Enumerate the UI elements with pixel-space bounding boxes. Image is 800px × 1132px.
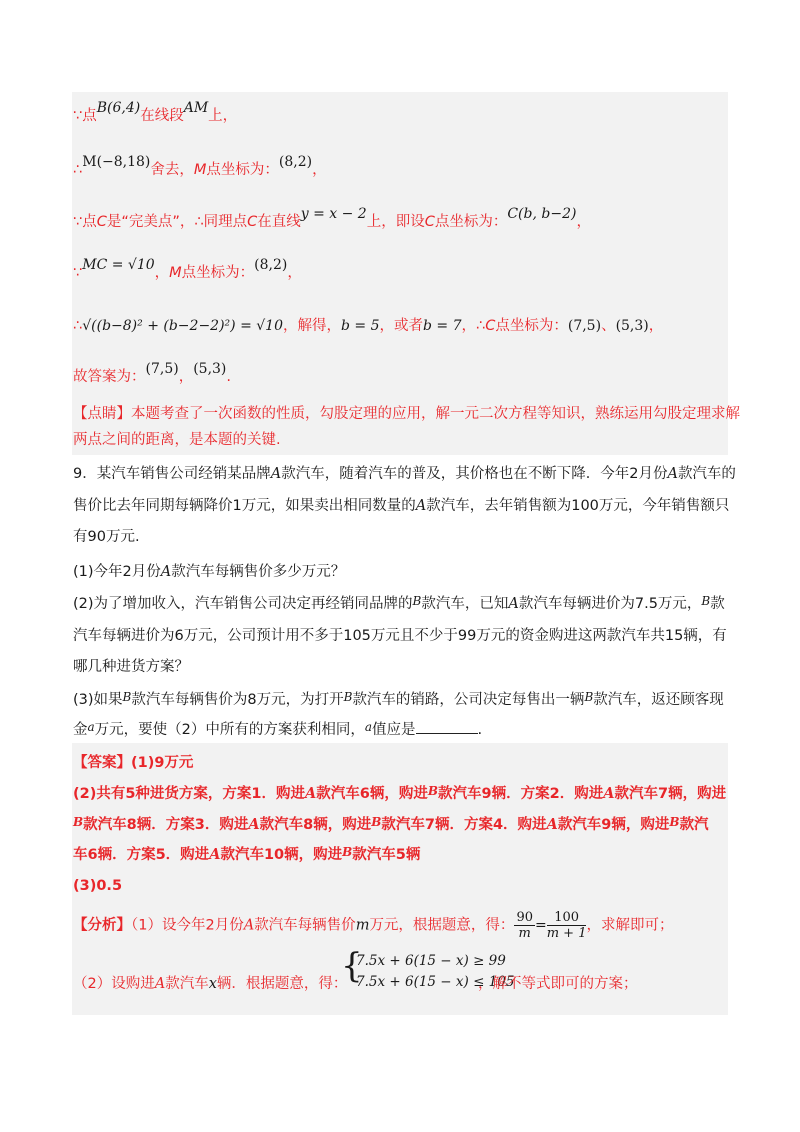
question-part-1: [73, 562, 345, 582]
numerator: 100: [547, 910, 587, 926]
answer-part-3: (3)0.5: [73, 878, 123, 894]
inequality-2: 7.5x + 6(15 − x) ≤ 105: [356, 974, 515, 990]
solution-line-3: [73, 206, 591, 232]
math-var: B: [122, 690, 132, 704]
text: .: [477, 722, 483, 738]
math-var: M: [169, 265, 182, 281]
question-part-2-line-1: [73, 594, 725, 614]
analysis-line-2: [73, 974, 347, 994]
math-coord: (5,3): [615, 318, 649, 334]
math-var: A: [546, 816, 558, 833]
text: 款汽车的: [677, 466, 736, 482]
text: 款汽车，返还顾客现: [593, 692, 724, 708]
text: 款汽: [679, 817, 709, 833]
math-coord: (8,2): [254, 257, 288, 273]
math-var: A: [603, 785, 615, 802]
text: ∴: [73, 162, 83, 178]
math-var: C: [96, 214, 107, 230]
text: 款汽车10辆，购进: [220, 847, 343, 863]
text: 款汽车，随着汽车的普及，其价格也在不断下降．今年2月份: [281, 466, 668, 482]
text: （2）设购进: [73, 976, 155, 992]
answer-part-2-line-2: [73, 815, 709, 835]
fraction: [547, 910, 587, 941]
math-coord: (8,2): [278, 154, 313, 170]
text: 金: [73, 722, 88, 738]
question-part-3-line-1: [73, 690, 724, 710]
text: 万元，要使（2）中所有的方案获利相同，: [94, 722, 365, 738]
text: 在直线: [257, 214, 301, 230]
text: ，: [576, 214, 591, 230]
text: 值应是: [372, 722, 416, 738]
math-point: B(6,4): [96, 100, 141, 116]
text: 款汽车7辆，购进: [614, 786, 727, 802]
math-var: B: [427, 784, 439, 798]
math-equation: MC = √10: [82, 257, 155, 273]
text: (2)共有5种进货方案，方案1．购进: [73, 786, 306, 802]
text: ∵: [73, 265, 83, 281]
math-var: m: [355, 917, 370, 934]
answer-blank: [416, 719, 478, 734]
text: 款: [710, 596, 725, 612]
math-coord: (7,5): [145, 361, 179, 377]
math-var: A: [209, 846, 221, 863]
text: 款汽车每辆售价为8万元，为打开: [131, 692, 344, 708]
text: (3)如果: [73, 692, 123, 708]
math-var: B: [73, 815, 84, 829]
text: 点坐标为：: [206, 162, 279, 178]
system-brace: {: [341, 946, 363, 986]
text: 车6辆．方案5．购进: [73, 847, 210, 863]
answer-part-1: [73, 753, 193, 773]
dianjing-line-1: 【点睛】本题考查了一次函数的性质，勾股定理的应用，解一元二次方程等知识，熟练运用勾股定理求解: [73, 406, 740, 422]
text: 上，: [208, 108, 238, 124]
math-var: a: [87, 720, 95, 734]
math-equation: y = x − 2: [300, 206, 367, 222]
text: 9．某汽车销售公司经销某品牌: [73, 466, 271, 482]
answer-label: 【答案】: [73, 755, 131, 771]
solution-line-1: [73, 100, 238, 126]
text: 款汽车每辆售价多少万元？: [171, 564, 346, 580]
text: 上，即设: [366, 214, 425, 230]
math-var: A: [160, 564, 172, 580]
math-var: B: [669, 815, 680, 829]
math-var: B: [701, 594, 711, 608]
text: 款汽车，已知: [421, 596, 509, 612]
text: 点坐标为：: [181, 265, 255, 281]
math-var: B: [371, 815, 382, 829]
text: ，: [154, 265, 170, 281]
text: 款汽车9辆．方案2．购进: [438, 786, 604, 802]
text: ，解得，: [283, 318, 341, 334]
math-var: A: [154, 976, 166, 992]
question-line-1: [73, 464, 736, 484]
text: 款汽车5辆: [352, 847, 421, 863]
text: 款汽车: [165, 976, 209, 992]
math-coord: C(b, b−2): [507, 206, 577, 222]
solution-line-6: [73, 361, 232, 387]
question-line-3: 有90万元.: [73, 529, 140, 545]
text: (2)为了增加收入，汽车销售公司决定再经销同品牌的: [73, 596, 413, 612]
text: 款汽车6辆，购进: [316, 786, 428, 802]
math-solution: b = 5: [341, 318, 380, 334]
text: ，: [287, 265, 302, 281]
text: ∵点: [73, 214, 97, 230]
inequality-1: 7.5x + 6(15 − x) ≥ 99: [356, 953, 506, 969]
question-part-2-line-2: 汽车每辆进价为6万元，公司预计用不多于105万元且不少于99万元的资金购进这两款汽车共15辆，有: [73, 628, 727, 644]
math-coord: (7,5): [567, 318, 602, 334]
text: ，: [178, 369, 194, 385]
math-var: B: [342, 845, 353, 859]
text: 点坐标为：: [495, 318, 568, 334]
math-solution: b = 7: [423, 318, 462, 334]
question-line-2: [73, 496, 729, 516]
math-var: C: [485, 318, 496, 334]
text: 在线段: [140, 108, 184, 124]
text: (1)9万元: [131, 755, 194, 771]
text: （1）设今年2月份: [131, 917, 244, 934]
text: 款汽车8辆．方案3．购进: [83, 817, 249, 833]
math-var: B: [343, 690, 353, 704]
text: 辆．根据题意，得：: [216, 976, 348, 992]
answer-part-2-line-1: [73, 784, 726, 804]
text: 款汽车9辆，购进: [557, 817, 670, 833]
denominator: m + 1: [546, 926, 587, 941]
text: 、: [601, 318, 616, 334]
math-var: x: [208, 976, 217, 992]
analysis-label: 【分析】: [73, 917, 131, 934]
text: ，: [312, 162, 327, 178]
text: ，或者: [379, 318, 423, 334]
text: 舍去，: [150, 162, 194, 178]
math-var: A: [248, 816, 260, 833]
numerator: 90: [516, 910, 533, 925]
solution-line-5: [73, 316, 663, 336]
text: 款汽车的销路，公司决定每售出一辆: [352, 692, 585, 708]
fraction: [514, 910, 535, 941]
text: ∵点: [73, 108, 97, 124]
math-var: A: [508, 596, 519, 612]
math-point: M(−8,18): [82, 154, 151, 170]
solution-line-4: [73, 257, 302, 283]
math-var: A: [667, 466, 678, 482]
math-var: C: [247, 214, 258, 230]
math-coord: (5,3): [193, 361, 227, 377]
math-equation: √((b−8)² + (b−2−2)²) = √10: [82, 318, 283, 334]
math-var: B: [584, 690, 594, 704]
text: ，∴: [461, 318, 486, 334]
text: 款汽车，去年销售额为100万元，今年销售额只: [426, 498, 730, 514]
text: ∴: [73, 318, 83, 334]
math-var: C: [424, 214, 435, 230]
text: ，求解即可；: [586, 917, 674, 934]
solution-line-2: [73, 154, 327, 180]
math-var: A: [415, 498, 427, 514]
text: 款汽车每辆进价为7.5万元，: [518, 596, 702, 612]
text: 万元，根据题意，得：: [369, 917, 515, 934]
math-segment: AM: [183, 100, 209, 116]
math-var: A: [270, 466, 282, 482]
text: (1)今年2月份: [73, 564, 161, 580]
text: 款汽车7辆．方案4．购进: [381, 817, 547, 833]
text: 款汽车每辆售价: [254, 917, 356, 934]
text: ，: [648, 318, 664, 334]
math-equals: =: [534, 917, 547, 934]
answer-part-2-line-3: [73, 845, 420, 865]
math-var: A: [243, 917, 255, 934]
analysis-line-2-tail: ，解不等式即可的方案；: [478, 976, 638, 992]
math-var: B: [412, 594, 422, 608]
dianjing-line-2: 两点之间的距离，是本题的关键.: [73, 432, 281, 448]
text: 售价比去年同期每辆降价1万元，如果卖出相同数量的: [73, 498, 416, 514]
math-var: A: [305, 785, 317, 802]
math-var: M: [193, 162, 207, 178]
question-part-2-line-3: 哪几种进货方案？: [73, 659, 189, 675]
text: 故答案为：: [73, 369, 146, 385]
denominator: m: [518, 926, 531, 941]
text: 是“完美点”，∴同理点: [106, 214, 248, 230]
math-var: a: [364, 720, 373, 734]
text: 款汽车8辆，购进: [259, 817, 372, 833]
question-part-3-line-2: [73, 719, 482, 740]
analysis-line-1: [73, 910, 673, 941]
text: 点坐标为：: [434, 214, 508, 230]
text: .: [226, 369, 232, 385]
